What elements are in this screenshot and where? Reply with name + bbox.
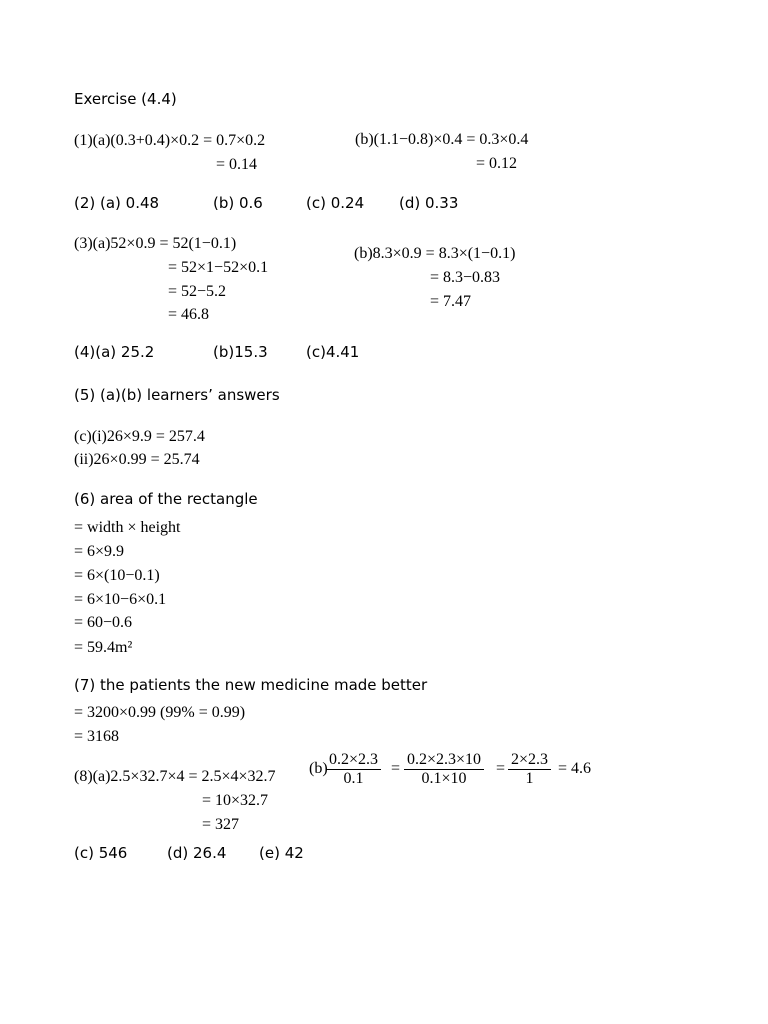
q4-answer-c: (c)4.41 — [306, 343, 360, 361]
q6-line: = 6×(10−0.1) — [74, 567, 160, 584]
q8-a-line: = 10×32.7 — [202, 792, 269, 809]
fraction-numerator: 0.2×2.3 — [326, 751, 381, 770]
q4-answer-b: (b)15.3 — [213, 343, 268, 361]
q8-b-fraction-2 — [404, 751, 484, 788]
q6-line: = 60−0.6 — [74, 614, 133, 631]
fraction-numerator: 0.2×2.3×10 — [404, 751, 484, 770]
q1-b-line2: = 0.12 — [476, 155, 518, 172]
q5-c-ii: (ii)26×0.99 = 25.74 — [74, 451, 200, 468]
q3-b-line: = 7.47 — [430, 293, 472, 310]
q5-c-i: (c)(i)26×9.9 = 257.4 — [74, 428, 205, 445]
q8-b-label: (b) — [309, 760, 328, 777]
q6-line: = 59.4m² — [74, 639, 133, 656]
q6-line: = 6×9.9 — [74, 543, 125, 560]
q8-b-fraction-1 — [326, 751, 381, 788]
q3-b-line: (b)8.3×0.9 = 8.3×(1−0.1) — [354, 245, 516, 262]
q1-a-line1: (1)(a)(0.3+0.4)×0.2 = 0.7×0.2 — [74, 132, 266, 149]
q6-heading: (6) area of the rectangle — [74, 490, 258, 508]
q5-heading: (5) (a)(b) learners’ answers — [74, 386, 280, 404]
q8-answer-e: (e) 42 — [259, 844, 304, 862]
equals-sign: = — [391, 760, 401, 777]
q7-line: = 3200×0.99 (99% = 0.99) — [74, 704, 246, 721]
q3-b-line: = 8.3−0.83 — [430, 269, 501, 286]
fraction-denominator: 1 — [525, 770, 534, 787]
q7-heading: (7) the patients the new medicine made better — [74, 676, 428, 694]
q2-answer-b: (b) 0.6 — [213, 194, 263, 212]
exercise-title: Exercise (4.4) — [74, 90, 177, 108]
q1-a-line2: = 0.14 — [216, 156, 258, 173]
q3-a-line: = 52−5.2 — [168, 283, 227, 300]
fraction-numerator: 2×2.3 — [508, 751, 551, 770]
q8-answer-d: (d) 26.4 — [167, 844, 227, 862]
q2-answer-d: (d) 0.33 — [399, 194, 459, 212]
q8-a-line: = 327 — [202, 816, 240, 833]
q2-answer-c: (c) 0.24 — [306, 194, 365, 212]
q8-b-result: = 4.6 — [558, 760, 592, 777]
fraction-denominator: 0.1×10 — [421, 770, 467, 787]
q2-answer-a: (2) (a) 0.48 — [74, 194, 160, 212]
q3-a-line: = 52×1−52×0.1 — [168, 259, 269, 276]
q6-line: = width × height — [74, 519, 181, 536]
q8-a-line: (8)(a)2.5×32.7×4 = 2.5×4×32.7 — [74, 768, 276, 785]
fraction-denominator: 0.1 — [343, 770, 364, 787]
q4-answer-a: (4)(a) 25.2 — [74, 343, 155, 361]
q1-b-line1: (b)(1.1−0.8)×0.4 = 0.3×0.4 — [355, 131, 529, 148]
q8-answer-c: (c) 546 — [74, 844, 128, 862]
q7-line: = 3168 — [74, 728, 120, 745]
q3-a-line: = 46.8 — [168, 306, 210, 323]
q3-a-line: (3)(a)52×0.9 = 52(1−0.1) — [74, 235, 237, 252]
equals-sign: = — [496, 760, 506, 777]
q6-line: = 6×10−6×0.1 — [74, 591, 167, 608]
q8-b-fraction-3 — [508, 751, 551, 788]
